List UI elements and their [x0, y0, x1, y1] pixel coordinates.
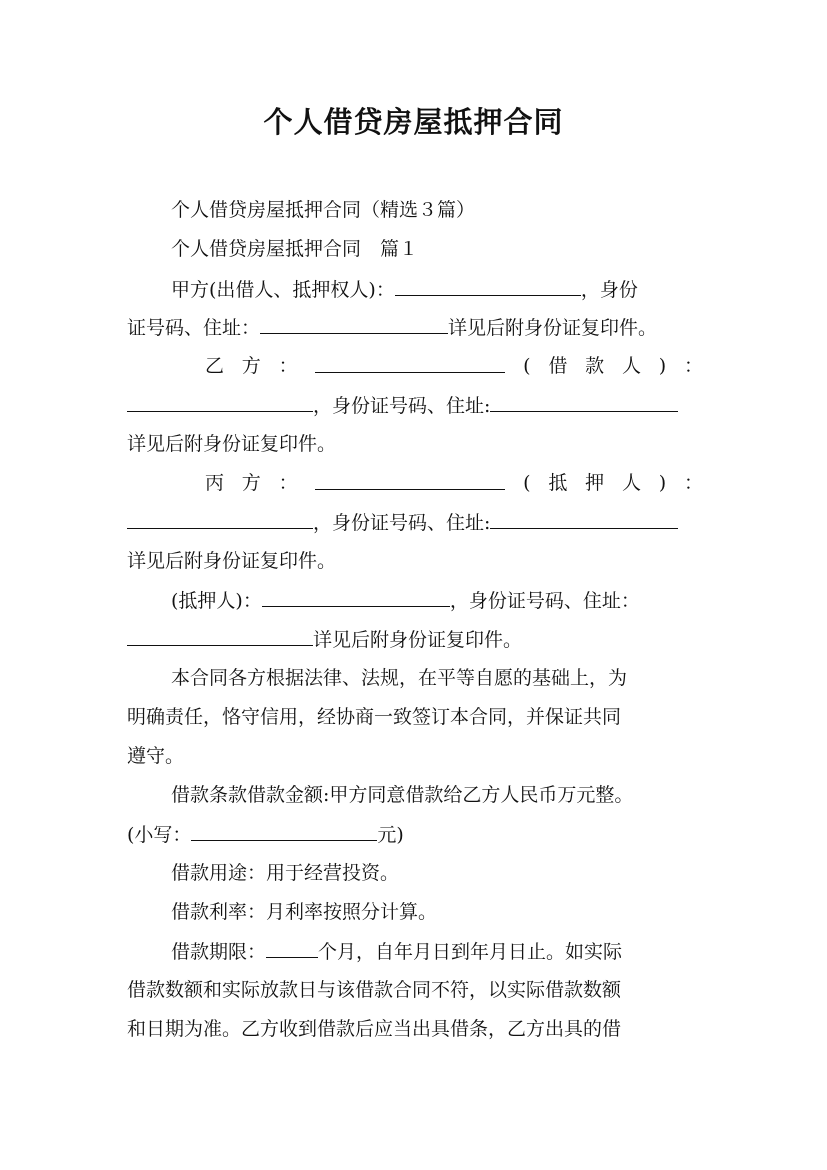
loan-amount-small-label: (小写： [127, 824, 192, 846]
party-c-line-3: 详见后附身份证复印件。 [127, 550, 337, 572]
loan-amount-line-1: 借款条款借款金额:甲方同意借款给乙方人民币万元整。 [171, 784, 634, 806]
agreement-line-3: 遵守。 [127, 745, 185, 767]
party-b-id-blank [490, 392, 678, 412]
party-c-label-char: 丙 [205, 472, 225, 494]
loan-amount-line-2 [127, 821, 404, 848]
party-b-role-char: ) [658, 355, 667, 377]
party-c-role-char: 抵 [548, 472, 568, 494]
loan-term-months-blank [266, 938, 318, 958]
mortgagor-id-label: ，身份证号码、住址： [449, 590, 640, 612]
party-b-label-char: ： [278, 355, 298, 377]
party-c-label-char: 方 [241, 472, 261, 494]
party-a-name-blank [395, 276, 581, 296]
mortgagor-label: (抵押人)： [171, 590, 262, 612]
mortgagor-id-note: 详见后附身份证复印件。 [313, 629, 523, 651]
party-c-name-blank [315, 470, 505, 490]
party-b-label-char: 方 [241, 355, 261, 377]
loan-amount-unit: 元) [377, 824, 404, 846]
party-b-line-3: 详见后附身份证复印件。 [127, 433, 337, 455]
loan-term-label: 借款期限： [171, 941, 267, 963]
party-c-id-label: ，身份证号码、住址: [313, 512, 491, 534]
party-b-role-char: ( [523, 355, 531, 377]
document-title: 个人借贷房屋抵押合同 [263, 105, 564, 139]
party-b-role-char: 人 [621, 355, 641, 377]
party-a-id-blank [260, 314, 448, 334]
party-a-id-note: 详见后附身份证复印件。 [448, 317, 658, 339]
party-c-role-char: ) [658, 472, 667, 494]
loan-term-line-2: 借款数额和实际放款日与该借款合同不符，以实际借款数额 [127, 979, 622, 1001]
loan-purpose-line: 借款用途：用于经营投资。 [171, 862, 400, 884]
party-b-role-char: 借 [548, 355, 568, 377]
party-c-id-blank [490, 509, 678, 529]
loan-term-line-1 [171, 938, 622, 965]
agreement-line-1: 本合同各方根据法律、法规，在平等自愿的基础上，为 [171, 667, 628, 689]
party-b-line-2 [127, 392, 678, 419]
party-c-role-char: ( [523, 472, 531, 494]
loan-term-line-3: 和日期为准。乙方收到借款后应当出具借条，乙方出具的借 [127, 1018, 622, 1040]
loan-term-text: 个月，自年月日到年月日止。如实际 [318, 941, 623, 963]
party-a-line-2 [127, 314, 657, 341]
loan-rate-line: 借款利率：月利率按照分计算。 [171, 901, 438, 923]
party-b-label-char: 乙 [205, 355, 225, 377]
party-b-blank-1 [127, 392, 313, 412]
intro-line: 个人借贷房屋抵押合同（精选３篇） [171, 199, 476, 221]
party-c-role-char: 人 [621, 472, 641, 494]
mortgagor-name-blank [262, 587, 450, 607]
mortgagor-line-1 [171, 587, 640, 614]
party-c-label-char: ： [278, 472, 298, 494]
party-c-line-1 [205, 470, 703, 496]
party-b-id-label: ，身份证号码、住址: [313, 395, 491, 417]
party-c-role-char: ： [683, 472, 703, 494]
party-a-id-label: ，身份 [580, 279, 638, 301]
party-b-name-blank [315, 353, 505, 373]
party-c-line-2 [127, 509, 678, 536]
party-b-role-char: ： [683, 355, 703, 377]
mortgagor-id-blank [127, 626, 313, 646]
mortgagor-line-2 [127, 626, 522, 653]
party-a-id-label-cont: 证号码、住址： [127, 317, 261, 339]
party-b-role-char: 款 [585, 355, 605, 377]
party-b-line-1 [205, 353, 703, 379]
party-c-blank-1 [127, 509, 313, 529]
loan-amount-blank [191, 821, 377, 841]
agreement-line-2: 明确责任，恪守信用，经协商一致签订本合同，并保证共同 [127, 706, 622, 728]
party-a-label: 甲方(出借人、抵押权人)： [171, 279, 395, 301]
section-heading: 个人借贷房屋抵押合同 篇１ [171, 238, 419, 260]
party-a-line-1 [171, 276, 638, 303]
party-c-role-char: 押 [585, 472, 605, 494]
